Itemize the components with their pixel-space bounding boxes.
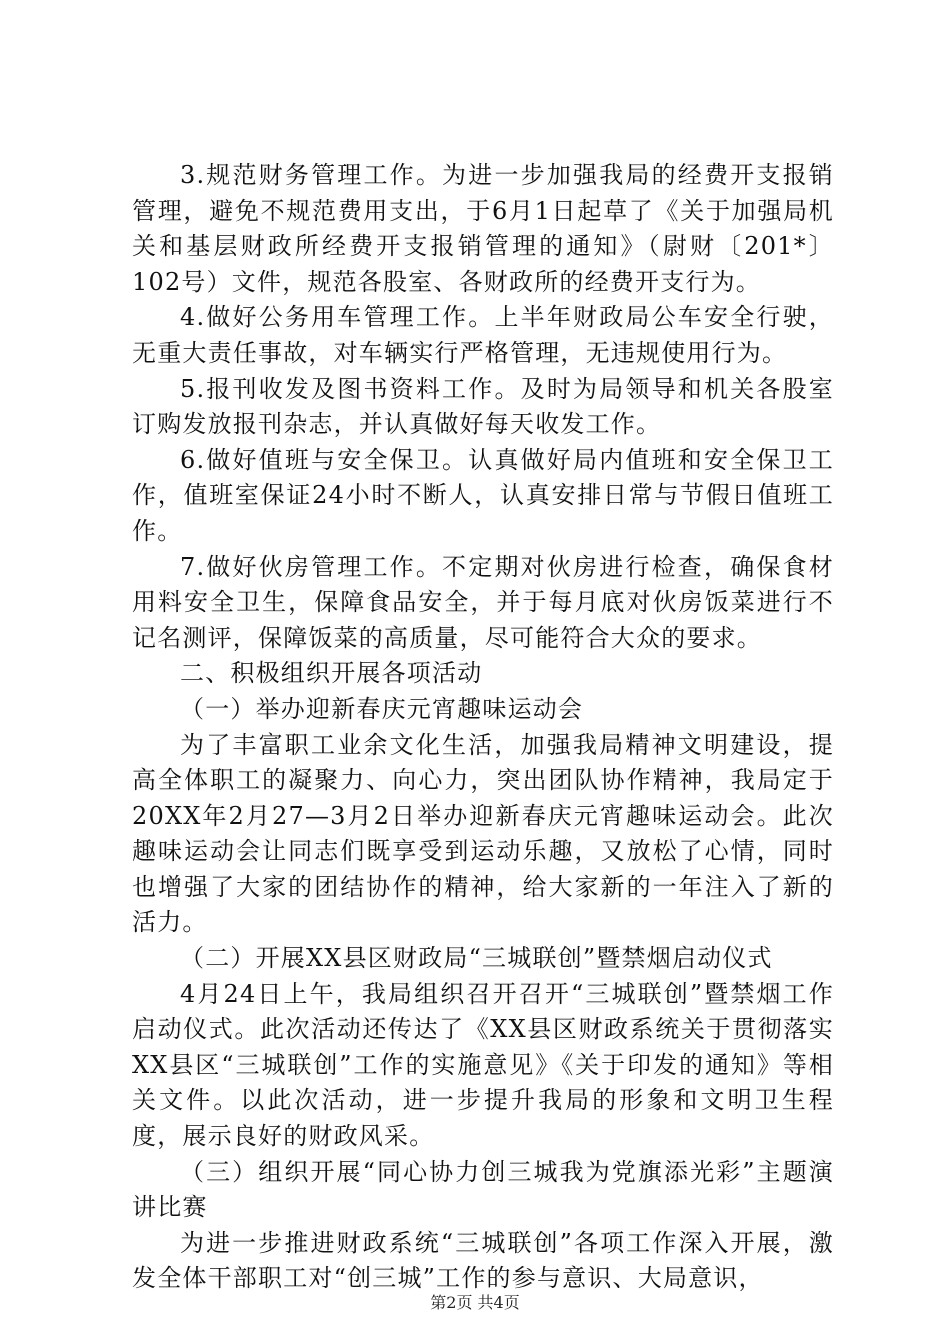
paragraph-vehicle-management: 4.做好公务用车管理工作。上半年财政局公车安全行驶，无重大责任事故，对车辆实行严格管理，无违规使用行为。: [132, 303, 834, 367]
document-body: [132, 158, 834, 1297]
paragraph-speech-contest: 为进一步推进财政系统“三城联创”各项工作深入开展，激发全体干部职工对“创三城”工作的参与意识、大局意识，: [132, 1228, 834, 1293]
paragraph-canteen-management: 7.做好伙房管理工作。不定期对伙房进行检查，确保食材用料安全卫生，保障食品安全，并于每月底对伙房饭菜进行不记名测评，保障饭菜的高质量，尽可能符合大众的要求。: [132, 552, 834, 652]
paragraph-newspaper-distribution: 5.报刊收发及图书资料工作。及时为局领导和机关各股室订购发放报刊杂志，并认真做好每天收发工作。: [132, 374, 834, 439]
subheading-sports-meet: （一）举办迎新春庆元宵趣味运动会: [180, 694, 584, 723]
subheading-speech-contest: （三）组织开展“同心协力创三城我为党旗添光彩”主题演讲比赛: [132, 1157, 834, 1222]
section-heading-activities: 二、积极组织开展各项活动: [180, 659, 483, 688]
paragraph-three-cities-launch: 4月24日上午，我局组织召开召开“三城联创”暨禁烟工作启动仪式。此次活动还传达了《XX县区财政系统关于贯彻落实XX县区“三城联创”工作的实施意见》《关于印发的通知》等相关文件。以此次活动，进一步提升我局的形象和文明卫生程度，展示良好的财政风采。: [132, 979, 834, 1151]
subheading-three-cities-launch: （二）开展XX县区财政局“三城联创”暨禁烟启动仪式: [180, 944, 773, 973]
paragraph-sports-meet: 为了丰富职工业余文化生活，加强我局精神文明建设，提高全体职工的凝聚力、向心力，突出团队协作精神，我局定于20XX年2月27—3月2日举办迎新春庆元宵趣味运动会。此次趣味运动会让同志们既享受到运动乐趣，又放松了心情，同时也增强了大家的团结协作的精神，给大家新的一年注入了新的活力。: [132, 730, 834, 937]
paragraph-finance-management: 3.规范财务管理工作。为进一步加强我局的经费开支报销管理，避免不规范费用支出，于6月1日起草了《关于加强局机关和基层财政所经费开支报销管理的通知》（尉财〔201*〕102号）文件，规范各股室、各财政所的经费开支行为。: [132, 161, 834, 296]
paragraph-duty-security: 6.做好值班与安全保卫。认真做好局内值班和安全保卫工作，值班室保证24小时不断人，认真安排日常与节假日值班工作。: [132, 445, 834, 545]
page-number-footer: 第2页 共4页: [430, 1293, 520, 1312]
